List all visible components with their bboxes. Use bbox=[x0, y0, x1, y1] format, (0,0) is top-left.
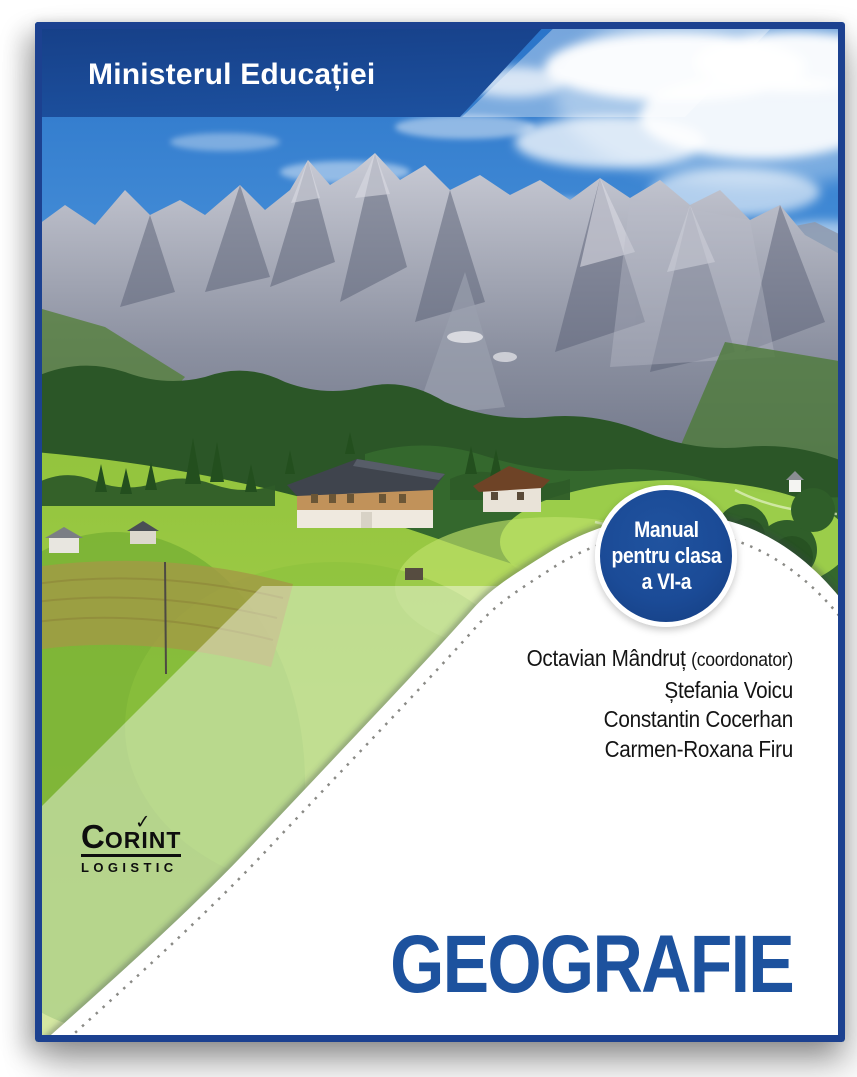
author-row bbox=[527, 644, 793, 676]
pole bbox=[165, 562, 166, 674]
author-row bbox=[527, 676, 793, 706]
author-name: Constantin Cocerhan bbox=[603, 706, 793, 732]
author-role: (coordonator) bbox=[691, 649, 793, 671]
badge-line-1: Manual bbox=[633, 517, 699, 542]
author-name: Ștefania Voicu bbox=[664, 676, 793, 703]
author-row bbox=[527, 705, 793, 735]
rock-wall-light bbox=[610, 198, 775, 367]
checkmark-icon: ✓ bbox=[134, 811, 153, 834]
publisher-logo bbox=[81, 811, 182, 875]
author-row bbox=[527, 735, 793, 765]
publisher-name: CORI ✓ NT bbox=[81, 811, 182, 855]
badge-line-3: a VI-a bbox=[641, 569, 691, 594]
authors-block bbox=[497, 644, 793, 764]
author-name: Carmen-Roxana Firu bbox=[604, 735, 793, 762]
grade-badge bbox=[595, 485, 737, 627]
book-cover bbox=[35, 22, 845, 1042]
publisher-division: LOGISTIC bbox=[81, 860, 178, 875]
grade-badge-text bbox=[611, 517, 721, 595]
author-name: Octavian Mândruț bbox=[526, 645, 686, 671]
badge-line-2: pentru clasa bbox=[611, 543, 721, 568]
ministry-banner-label: Ministerul Educației bbox=[88, 58, 376, 91]
book-title: GEOGRAFIE bbox=[390, 919, 793, 1010]
